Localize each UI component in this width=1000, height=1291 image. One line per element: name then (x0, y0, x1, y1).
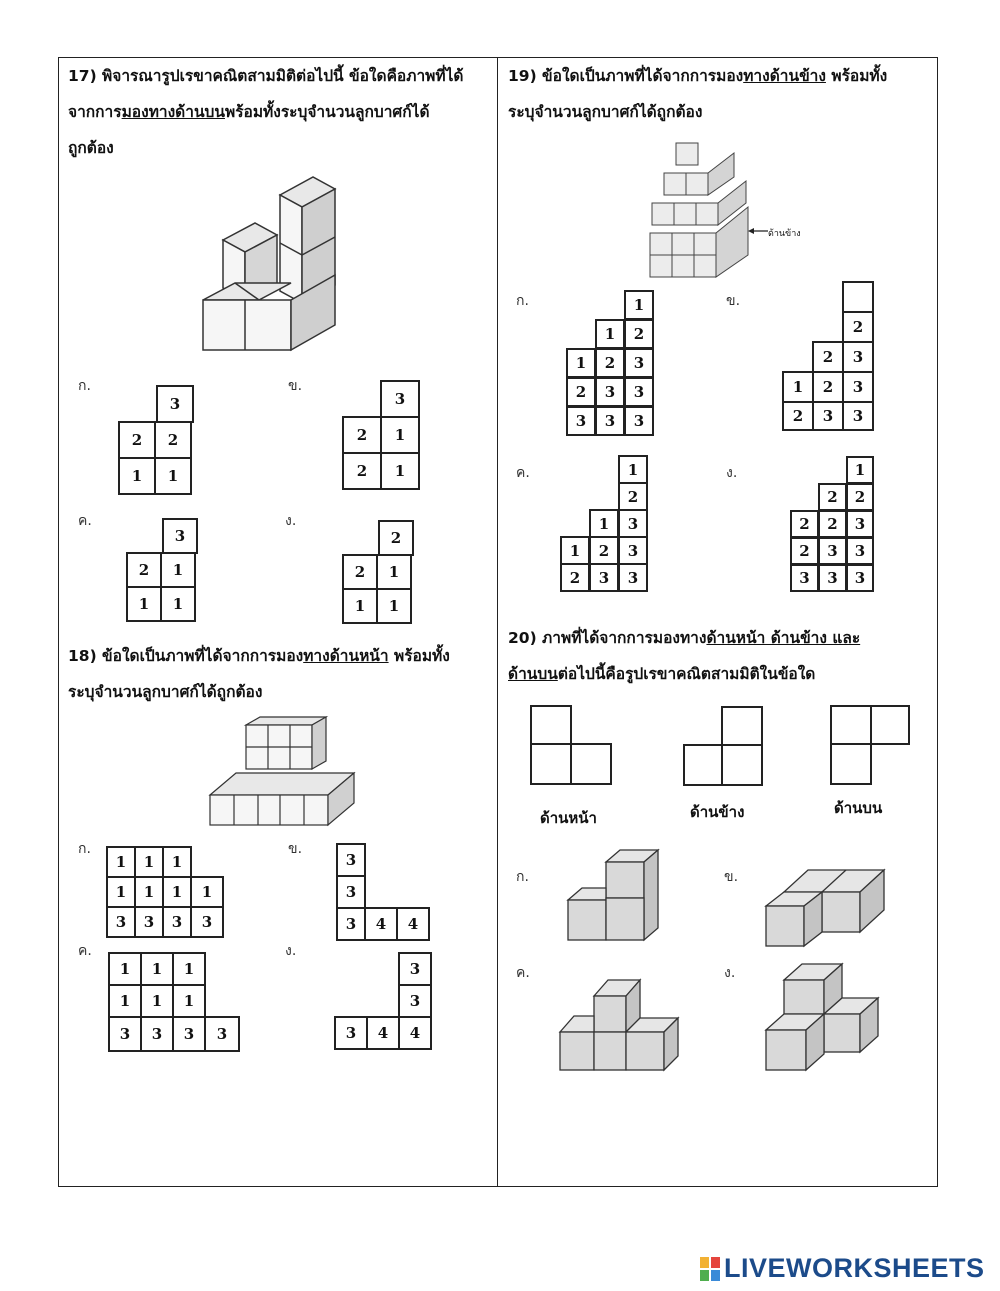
view-square (830, 705, 872, 745)
q18-opt-c[interactable]: ค. (78, 943, 92, 959)
grid-cell: 3 (618, 509, 648, 538)
q20-figure-c[interactable] (558, 978, 686, 1072)
grid-cell: 2 (812, 341, 844, 373)
grid-cell: 3 (618, 536, 648, 565)
q19-cube-figure (648, 137, 758, 279)
grid-cell: 1 (846, 456, 874, 484)
q20-text (508, 620, 933, 692)
front-view-label: ด้านหน้า (540, 809, 597, 827)
grid-cell: 3 (140, 1016, 174, 1052)
q17-line2: จากการมองทางด้านบนพร้อมทั้งระบุจำนวนลูกบาศก์ได้ (68, 103, 430, 121)
grid-cell: 3 (204, 1016, 240, 1052)
grid-cell: 3 (134, 906, 164, 938)
grid-cell: 1 (108, 984, 142, 1018)
grid-cell: 2 (618, 482, 648, 511)
grid-cell: 2 (118, 421, 156, 459)
q20-line1: 20) ภาพที่ได้จากการมองทางด้านหน้า ด้านข้าง และ (508, 629, 861, 647)
view-square (830, 743, 872, 785)
grid-cell: 1 (618, 455, 648, 484)
q17-line3: ถูกต้อง (68, 139, 114, 157)
liveworksheets-logo (700, 1253, 985, 1284)
grid-cell: 1 (342, 588, 378, 624)
grid-cell: 4 (366, 1016, 400, 1050)
q17-text (68, 58, 493, 166)
grid-cell: 3 (595, 377, 625, 407)
grid-cell: 2 (560, 563, 590, 592)
grid-cell: 3 (842, 371, 874, 403)
grid-cell: 3 (842, 341, 874, 373)
grid-cell: 2 (812, 371, 844, 403)
grid-cell: 2 (782, 401, 814, 431)
q20-opt-d[interactable]: ง. (724, 965, 736, 981)
side-view-label: ด้านข้าง (690, 803, 745, 821)
q17-line1: 17) พิจารณารูปเรขาคณิตสามมิติต่อไปนี้ ข้อใดคือภาพที่ได้ (68, 67, 464, 85)
grid-cell: 1 (162, 846, 192, 878)
grid-cell: 3 (818, 537, 847, 565)
top-view-label: ด้านบน (834, 799, 883, 817)
grid-cell: 3 (618, 563, 648, 592)
grid-cell: 1 (140, 952, 174, 986)
q19-opt-b[interactable]: ข. (726, 293, 741, 309)
view-square (530, 705, 572, 745)
grid-cell: 3 (380, 380, 420, 418)
grid-cell: 3 (846, 510, 874, 538)
grid-cell: 1 (106, 846, 136, 878)
grid-cell: 3 (398, 984, 432, 1018)
grid-cell: 4 (364, 907, 398, 941)
q18-opt-b[interactable]: ข. (288, 841, 303, 857)
column-divider (497, 57, 498, 1187)
grid-cell: 3 (790, 564, 819, 592)
view-square (721, 706, 763, 746)
grid-cell: 1 (560, 536, 590, 565)
side-view-label: ด้านข้าง (768, 229, 801, 239)
grid-cell: 3 (818, 564, 847, 592)
grid-cell: 2 (378, 520, 414, 556)
q20-figure-a[interactable] (566, 848, 666, 944)
q17-opt-c[interactable]: ค. (78, 513, 92, 529)
grid-cell: 3 (336, 875, 366, 909)
grid-cell: 3 (812, 401, 844, 431)
grid-cell: 2 (846, 483, 874, 511)
q20-opt-a[interactable]: ก. (516, 869, 529, 885)
view-square (570, 743, 612, 785)
grid-cell: 2 (342, 452, 382, 490)
q18-text (68, 638, 493, 710)
q20-figure-b[interactable] (764, 866, 886, 948)
grid-cell: 1 (154, 457, 192, 495)
q19-opt-c[interactable]: ค. (516, 465, 530, 481)
grid-cell: 1 (380, 416, 420, 454)
q19-opt-a[interactable]: ก. (516, 293, 529, 309)
q17-opt-d[interactable]: ง. (285, 513, 297, 529)
q20-opt-c[interactable]: ค. (516, 965, 530, 981)
grid-cell: 1 (126, 586, 162, 622)
grid-cell: 3 (846, 537, 874, 565)
grid-cell: 2 (790, 537, 819, 565)
q18-opt-a[interactable]: ก. (78, 841, 91, 857)
q19-text (508, 58, 933, 130)
grid-cell: 1 (380, 452, 420, 490)
grid-cell: 3 (336, 907, 366, 941)
grid-cell: 3 (108, 1016, 142, 1052)
grid-cell: 3 (398, 952, 432, 986)
q17-cube-figure (195, 175, 345, 380)
grid-cell: 2 (154, 421, 192, 459)
grid-cell: 1 (160, 552, 196, 588)
q18-line1: 18) ข้อใดเป็นภาพที่ได้จากการมองทางด้านหน้า พร้อมทั้ง (68, 647, 450, 665)
grid-cell: 1 (160, 586, 196, 622)
side-arrow-icon (748, 226, 768, 236)
view-square (530, 743, 572, 785)
grid-cell: 1 (106, 876, 136, 908)
grid-cell: 3 (846, 564, 874, 592)
grid-cell: 2 (595, 348, 625, 378)
grid-cell: 1 (140, 984, 174, 1018)
grid-cell: 1 (595, 319, 625, 349)
grid-cell: 1 (172, 952, 206, 986)
grid-cell: 3 (589, 563, 619, 592)
grid-cell: 2 (589, 536, 619, 565)
grid-cell: 1 (172, 984, 206, 1018)
grid-cell: 2 (790, 510, 819, 538)
grid-cell: 3 (162, 518, 198, 554)
grid-cell: 1 (108, 952, 142, 986)
grid-cell: 2 (624, 319, 654, 349)
grid-cell: 1 (624, 290, 654, 320)
grid-cell: 2 (126, 552, 162, 588)
q18-line2: ระบุจำนวนลูกบาศก์ได้ถูกต้อง (68, 683, 263, 701)
grid-cell: 3 (334, 1016, 368, 1050)
grid-cell: 1 (589, 509, 619, 538)
grid-cell: 2 (818, 483, 847, 511)
q17-opt-a[interactable]: ก. (78, 378, 91, 394)
grid-cell: 1 (190, 876, 224, 908)
q18-cube-figure (208, 715, 358, 830)
grid-cell: 2 (342, 554, 378, 590)
logo-text: LIVEWORKSHEETS (724, 1253, 985, 1283)
q20-figure-d[interactable] (764, 962, 884, 1076)
grid-cell: 2 (566, 377, 596, 407)
grid-cell: 3 (336, 843, 366, 877)
grid-cell: 1 (134, 846, 164, 878)
grid-cell: 3 (624, 348, 654, 378)
grid-cell: 3 (172, 1016, 206, 1052)
grid-cell: 3 (842, 401, 874, 431)
grid-cell: 1 (566, 348, 596, 378)
grid-cell: 1 (376, 554, 412, 590)
q18-opt-d[interactable]: ง. (285, 943, 297, 959)
grid-cell: 4 (398, 1016, 432, 1050)
view-square (683, 744, 723, 786)
grid-cell: 2 (818, 510, 847, 538)
grid-cell: 1 (782, 371, 814, 403)
grid-cell: 3 (156, 385, 194, 423)
grid-cell: 3 (190, 906, 224, 938)
logo-blocks-icon (700, 1257, 720, 1281)
q19-line1: 19) ข้อใดเป็นภาพที่ได้จากการมองทางด้านข้าง พร้อมทั้ง (508, 67, 888, 85)
view-square (721, 744, 763, 786)
grid-cell: 3 (624, 377, 654, 407)
q19-opt-d[interactable]: ง. (726, 465, 738, 481)
view-square (870, 705, 910, 745)
grid-cell: 1 (376, 588, 412, 624)
grid-cell: 3 (162, 906, 192, 938)
grid-cell: 1 (162, 876, 192, 908)
grid-cell: 3 (595, 406, 625, 436)
grid-cell: 4 (396, 907, 430, 941)
grid-cell: 1 (134, 876, 164, 908)
grid-cell: 2 (842, 311, 874, 343)
grid-cell: 3 (106, 906, 136, 938)
grid-cell: 2 (342, 416, 382, 454)
q20-line2: ด้านบนต่อไปนี้คือรูปเรขาคณิตสามมิติในข้อใด (508, 665, 816, 683)
q19-line2: ระบุจำนวนลูกบาศก์ได้ถูกต้อง (508, 103, 703, 121)
q20-opt-b[interactable]: ข. (724, 869, 739, 885)
grid-cell: 3 (624, 406, 654, 436)
grid-cell (842, 281, 874, 313)
grid-cell: 1 (118, 457, 156, 495)
q17-opt-b[interactable]: ข. (288, 378, 303, 394)
grid-cell: 3 (566, 406, 596, 436)
